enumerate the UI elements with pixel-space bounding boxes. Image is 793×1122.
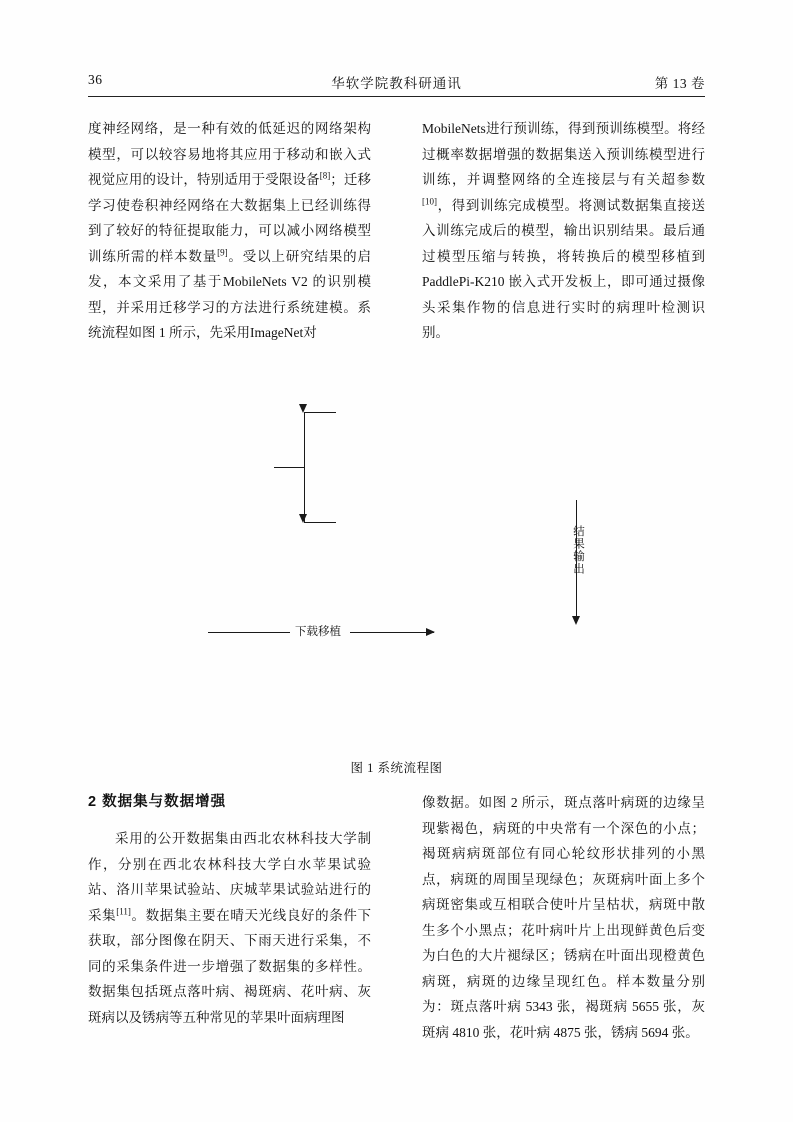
diagram-line-top-branch	[304, 412, 336, 413]
paragraph-text: MobileNets进行预训练，得到预训练模型。将经过概率数据增强的数据集送入预训练模型进行训练，并调整网络的全连接层与有关超参数[10]，得到训练完成模型。将测试数据集直接送入训练完成后的模型，输出识别结果。最后通过模型压缩与转换，将转换后的模型移植到PaddlePi-K210 嵌入式开发板上，即可通过摄像头采集作物的信息进行实时的病理叶检测识别。	[422, 121, 705, 340]
paragraph-left-top	[88, 116, 371, 346]
arrowhead-transplant-icon	[426, 628, 435, 636]
volume-label: 第 13 卷	[654, 76, 705, 91]
section-heading: 2 数据集与数据增强	[88, 794, 227, 810]
figure-caption: 图 1 系统流程图	[350, 761, 443, 775]
figure-system-flow	[88, 360, 705, 760]
diagram-line-transplant-left	[208, 632, 290, 633]
diagram-line-bottom-branch	[304, 522, 336, 523]
arrowhead-down-branch-icon	[299, 514, 307, 523]
figure-label-output: 结果输出	[572, 525, 584, 575]
page-number: 36	[88, 72, 103, 87]
arrowhead-output-icon	[572, 616, 580, 625]
diagram-line-vertical-bracket	[304, 412, 305, 522]
paragraph-left-bottom	[88, 826, 371, 1030]
diagram-line-stem	[274, 467, 304, 468]
running-header	[88, 72, 705, 98]
paragraph-right-top	[422, 116, 705, 346]
diagram-line-transplant-right	[350, 632, 434, 633]
figure-label-transplant: 下载移植	[295, 626, 341, 638]
arrowhead-up-branch-icon	[299, 404, 307, 413]
paragraph-right-bottom	[422, 790, 705, 1045]
paragraph-text: 采用的公开数据集由西北农林科技大学制作，分别在西北农林科技大学白水苹果试验站、洛川苹果试验站、庆城苹果试验站进行的采集[11]。数据集主要在晴天光线良好的条件下获取，部分图像在阴天、下雨天进行采集，不同的采集条件进一步增强了数据集的多样性。数据集包括斑点落叶病、褐斑病、花叶病、灰斑病以及锈病等五种常见的苹果叶面病理图	[88, 831, 372, 1025]
paragraph-text: 像数据。如图 2 所示，斑点落叶病斑的边缘呈现紫褐色，病斑的中央常有一个深色的小点；褐斑病病斑部位有同心轮纹形状排列的小黑点，病斑的周围呈现绿色；灰斑病叶面上多个病斑密集或互相联合使叶片呈枯状，病斑中散生多个小黑点；花叶病叶片上出现鲜黄色后变为白色的大片褪绿区；锈病在叶面出现橙黄色病斑，病斑的边缘呈现红色。样本数量分别为：斑点落叶病 5343 张，褐斑病 5655 张，灰斑病 4810 张，花叶病 4875 张，锈病 5694 张。	[422, 795, 705, 1040]
paragraph-text: 度神经网络，是一种有效的低延迟的网络架构模型，可以较容易地将其应用于移动和嵌入式视觉应用的设计，特别适用于受限设备[8]；迁移学习使卷积神经网络在大数据集上已经训练得到了较好的特征提取能力，可以减小网络模型训练所需的样本数量[9]。受以上研究结果的启发，本文采用了基于MobileNets V2 的识别模型，并采用迁移学习的方法进行系统建模。系统流程如图 1 所示，先采用ImageNet对	[88, 121, 372, 340]
header-divider	[88, 96, 705, 97]
journal-title: 华软学院教科研通讯	[331, 76, 462, 91]
